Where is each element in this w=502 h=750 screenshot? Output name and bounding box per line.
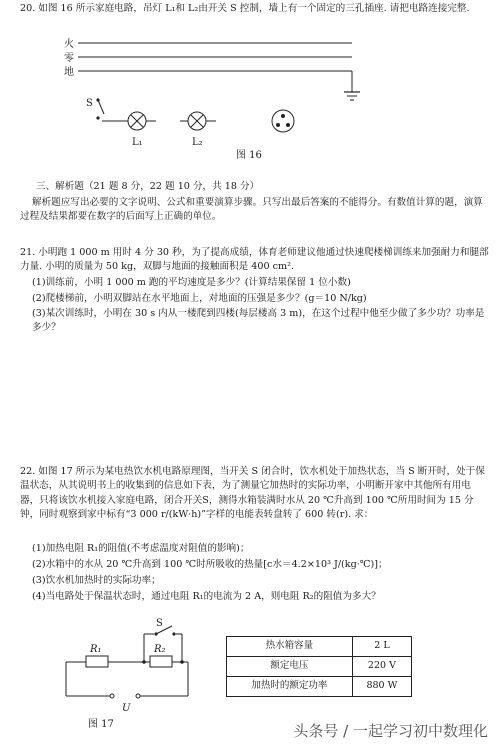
three-pin-socket-icon bbox=[272, 110, 294, 132]
spec-table bbox=[226, 636, 412, 697]
q21-part3: (3)某次训练时，小明在 30 s 内从一楼爬到四楼(每层楼高 3 m)，在这个过程中他至少做了多少功？功率是多少？ bbox=[32, 308, 485, 334]
table-row bbox=[227, 657, 412, 677]
section3-heading: 三、解析题（21 题 8 分，22 题 10 分，共 18 分） bbox=[36, 181, 260, 192]
spec-name: 加热时的额定功率 bbox=[227, 677, 353, 697]
lamp-l2-icon bbox=[180, 112, 216, 130]
r1-label: R₁ bbox=[90, 644, 102, 655]
q20-text: 20. 如图 16 所示家庭电路，吊灯 L₁和 L₂由开关 S 控制，墙上有一个固定的三孔插座. 请把电路连接完整. bbox=[20, 3, 470, 14]
spec-name: 额定电压 bbox=[227, 657, 353, 677]
q22-part3: (3)饮水机加热时的实际功率； bbox=[32, 575, 161, 586]
q22-part4: (4)当电路处于保温状态时，通过电阻 R₁的电流为 2 A，则电阻 R₂的阻值为多大？ bbox=[32, 591, 381, 602]
q21-text: 21. 小明跑 1 000 m 用时 4 分 30 秒，为了提高成绩，体育老师建议他通过快速爬楼梯训练来加强耐力和腿部力量. 小明的质量为 50 kg，双脚与地面的接触面积是 400 cm². bbox=[20, 247, 489, 273]
q21-part2: (2)爬楼梯前，小明双脚站在水平地面上，对地面的压强是多少？(g＝10 N/kg) bbox=[32, 293, 367, 304]
r2-label: R₂ bbox=[154, 644, 166, 655]
line-ground-label: 地 bbox=[64, 67, 74, 78]
figure-16-circuit bbox=[0, 34, 502, 164]
figure-17-caption: 图 17 bbox=[88, 719, 114, 730]
lamp-l2-label: L₂ bbox=[192, 137, 203, 148]
table-row bbox=[227, 637, 412, 657]
q22-part2: (2)水箱中的水从 20 ℃升高到 100 ℃时所吸收的热量[c水＝4.2×10³ J/(kg·℃)]； bbox=[32, 559, 388, 570]
switch-s-label: S bbox=[86, 98, 93, 109]
spec-name: 热水箱容量 bbox=[227, 637, 353, 657]
lamp-l1-label: L₁ bbox=[132, 137, 143, 148]
q21-part1: (1)训练前，小明 1 000 m 跑的平均速度是多少？(计算结果保留 1 位小数) bbox=[32, 277, 351, 288]
footer-watermark: 头条号 / 一起学习初中数理化 bbox=[293, 721, 488, 740]
q22-text: 22. 如图 17 所示为某电热饮水机电路原理图，当开关 S 闭合时，饮水机处于加热状态，当 S 断开时，处于保温状态，从其说明书上的收集到的信息如下表，为了测量它加热时的实际功率，小明断开家中其他所有用电器，只将该饮水机接入家庭电路，闭合开关S，测得水箱装满时水从 20 ℃升高到 100 ℃所用时间为 15 分钟，同时观察到家中标有“3 000 r/(kW·h)”字样的电能表转盘转了 600 转(r). 求： bbox=[20, 466, 485, 521]
spec-value: 880 W bbox=[352, 677, 411, 697]
resistor-r2-icon bbox=[150, 656, 172, 667]
lamp-l1-icon bbox=[102, 112, 156, 130]
voltage-u-label: U bbox=[122, 703, 131, 714]
switch-s-icon bbox=[98, 100, 104, 114]
q22-part1: (1)加热电阻 R₁的阻值(不考虑温度对阻值的影响)； bbox=[32, 543, 250, 554]
switch-s2-label: S bbox=[156, 618, 163, 629]
figure-16-caption: 图 16 bbox=[236, 150, 262, 161]
resistor-r1-icon bbox=[86, 656, 108, 667]
section3-instructions: 解析题应写出必要的文字说明、公式和重要演算步骤。只写出最后答案的不能得分。有数值计算的题，演算过程及结果都要在数字的后面写上正确的单位。 bbox=[20, 197, 483, 223]
spec-value: 2 L bbox=[352, 637, 411, 657]
table-row bbox=[227, 677, 412, 697]
line-neutral-label: 零 bbox=[64, 53, 74, 64]
figure-17-circuit bbox=[60, 614, 210, 718]
spec-value: 220 V bbox=[352, 657, 411, 677]
line-fire-label: 火 bbox=[64, 39, 74, 50]
